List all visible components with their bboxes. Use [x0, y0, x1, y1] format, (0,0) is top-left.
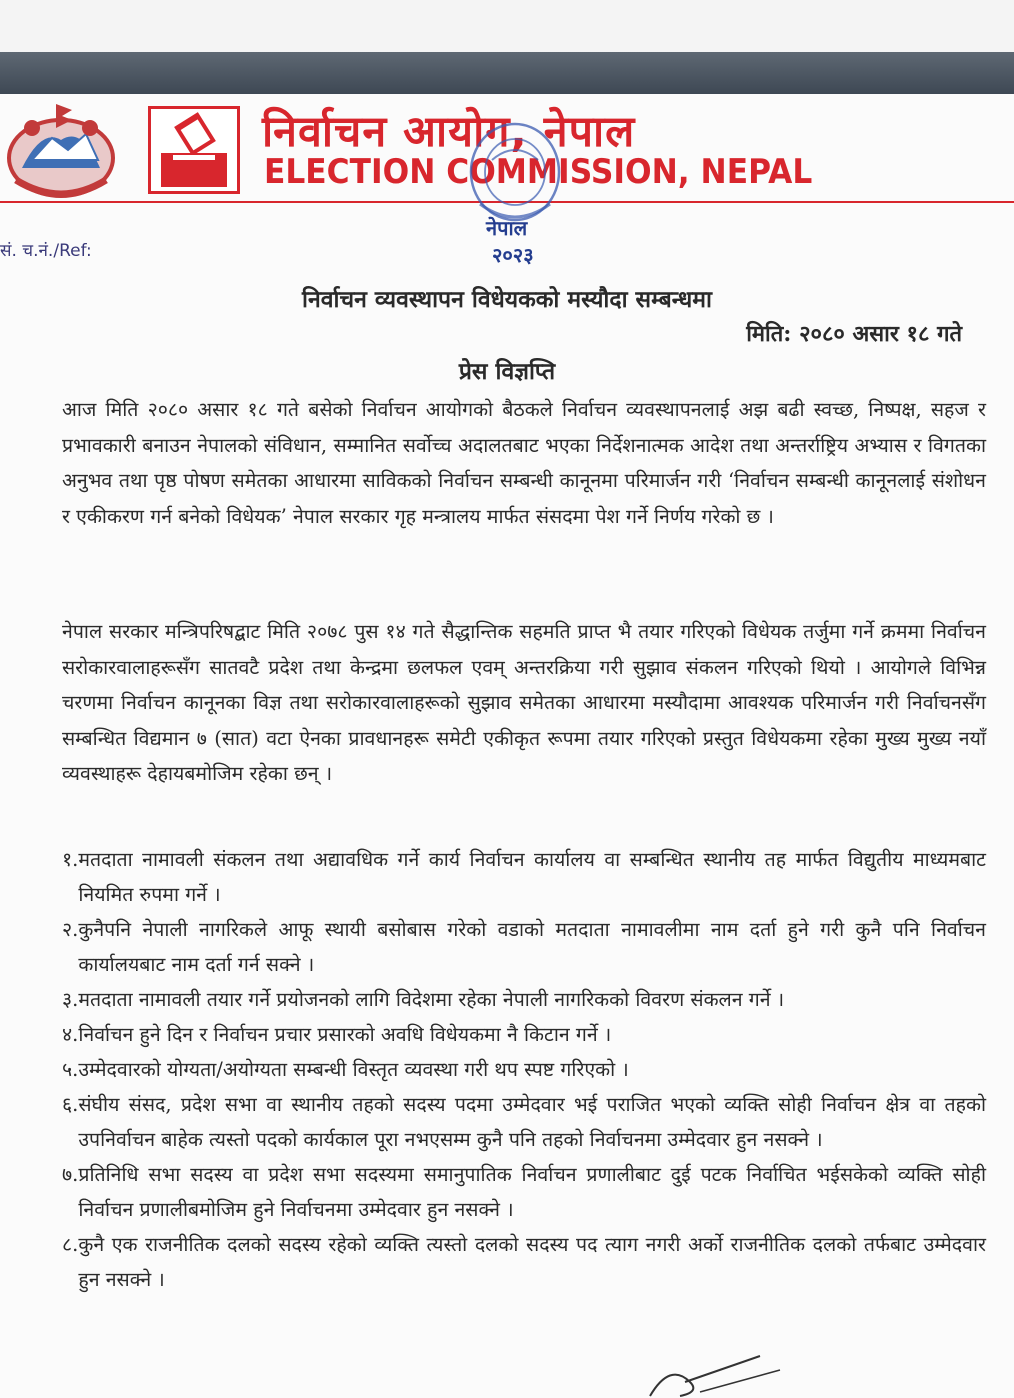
list-item [62, 1157, 986, 1227]
list-item-text: निर्वाचन हुने दिन र निर्वाचन प्रचार प्रसारको अवधि विधेयकमा नै किटान गर्ने । [78, 1023, 612, 1046]
list-item-text: मतदाता नामावली संकलन तथा अद्यावधिक गर्ने कार्य निर्वाचन कार्यालय वा सम्बन्धित स्थानीय तह मार्फत विद्युतीय माध्यमबाट नियमित रुपमा गर्ने । [78, 848, 986, 906]
document-heading: प्रेस विज्ञप्ति [458, 358, 556, 385]
scan-margin [0, 0, 1014, 52]
list-item-number: २. [62, 918, 79, 941]
list-item-number: १. [62, 848, 79, 871]
list-item-text: कुनैपनि नेपाली नागरिकले आफू स्थायी बसोबास गरेको वडाको मतदाता नामावलीमा नाम दर्ता हुने गरी कुनै पनि निर्वाचन कार्यालयबाट नाम दर्ता गर्न सक्ने । [78, 918, 986, 976]
ballot-icon [151, 109, 237, 191]
ballot-box-logo [148, 106, 240, 194]
list-item [62, 1017, 986, 1052]
provision-list [62, 842, 986, 1297]
paragraph-background: नेपाल सरकार मन्त्रिपरिषद्बाट मिति २०७८ पुस १४ गते सैद्धान्तिक सहमति प्राप्त भै तयार गरिएको विधेयक तर्जुमा गर्ने क्रममा निर्वाचन सरोकारवालाहरूसँग सातवटै प्रदेश तथा केन्द्रमा छलफल एवम् अन्तरक्रिया गरी सुझाव संकलन गरिएको थियो । आयोगले विभिन्न चरणमा निर्वाचन कानूनका विज्ञ तथा सरोकारवालाहरूको सुझाव समेतका आधारमा मस्यौदामा आवश्यक परिमार्जन गरी निर्वाचनसँग सम्बन्धित विद्यमान ७ (सात) वटा ऐनका प्रावधानहरू समेटी एकीकृत रूपमा तयार गरिएको प्रस्तुत विधेयकमा रहेका मुख्य मुख्य नयाँ व्यवस्थाहरू देहायबमोजिम रहेका छन् । [62, 620, 986, 785]
list-item [62, 912, 986, 982]
document-date: मिति: २०८० असार १८ गते [746, 321, 962, 347]
signature-mark [630, 1352, 790, 1398]
list-item-number: ४. [62, 1023, 79, 1046]
list-item [62, 1227, 986, 1297]
list-item [62, 1052, 986, 1087]
list-item-number: ७. [62, 1163, 79, 1186]
list-item-number: ५. [62, 1058, 79, 1081]
commission-title-english: ELECTION COMMISSION, NEPAL [264, 152, 813, 192]
document-subject: निर्वाचन व्यवस्थापन विधेयकको मस्यौदा सम्बन्धमा [302, 286, 712, 313]
nepal-emblem-icon [2, 98, 120, 202]
list-item-text: उम्मेदवारको योग्यता/अयोग्यता सम्बन्धी विस्तृत व्यवस्था गरी थप स्पष्ट गरिएको । [78, 1058, 629, 1081]
seal-text: नेपाल [486, 216, 528, 240]
paragraph-intro: आज मिति २०८० असार १८ गते बसेको निर्वाचन आयोगको बैठकले निर्वाचन व्यवस्थापनलाई अझ बढी स्वच्छ, निष्पक्ष, सहज र प्रभावकारी बनाउन नेपालको संविधान, सम्मानित सर्वोच्च अदालतबाट भएका निर्देशनात्मक आदेश तथा अन्तर्राष्ट्रिय अभ्यास र विगतका अनुभव तथा पृष्ठ पोषण समेतका आधारमा साविकको निर्वाचन सम्बन्धी कानूनमा परिमार्जन गरी ‘निर्वाचन सम्बन्धी कानूनलाई संशोधन र एकीकरण गर्न बनेको विधेयक’ नेपाल सरकार गृह मन्त्रालय मार्फत संसदमा पेश गर्ने निर्णय गरेको छ । [62, 398, 986, 528]
list-item-number: ८. [62, 1233, 79, 1256]
list-item-text: संघीय संसद, प्रदेश सभा वा स्थानीय तहको सदस्य पदमा उम्मेदवार भई पराजित भएको व्यक्ति सोही निर्वाचन क्षेत्र वा तहको उपनिर्वाचन बाहेक त्यस्तो पदको कार्यकाल पूरा नभएसम्म कुनै पनि तहको निर्वाचनमा उम्मेदवार हुन नसक्ने । [78, 1093, 986, 1151]
list-item-number: ६. [62, 1093, 79, 1116]
commission-title-nepali: निर्वाचन आयोग, नेपाल [262, 107, 636, 157]
seal-year: २०२३ [492, 243, 534, 267]
list-item [62, 982, 986, 1017]
reference-label: सं. च.नं./Ref: [0, 241, 92, 261]
list-item-text: कुनै एक राजनीतिक दलको सदस्य रहेको व्यक्ति त्यस्तो दलको सदस्य पद त्याग नगरी अर्को राजनीतिक दलको तर्फबाट उम्मेदवार हुन नसक्ने । [78, 1233, 986, 1291]
list-item [62, 842, 986, 912]
list-item-number: ३. [62, 988, 79, 1011]
letterhead-top-bar [0, 52, 1014, 94]
list-item [62, 1087, 986, 1157]
list-item-text: मतदाता नामावली तयार गर्ने प्रयोजनको लागि विदेशमा रहेका नेपाली नागरिकको विवरण संकलन गर्ने । [78, 988, 785, 1011]
list-item-text: प्रतिनिधि सभा सदस्य वा प्रदेश सभा सदस्यमा समानुपातिक निर्वाचन प्रणालीबाट दुई पटक निर्वाचित भईसकेको व्यक्ति सोही निर्वाचन प्रणालीबमोजिम हुने निर्वाचनमा उम्मेदवार हुन नसक्ने । [78, 1163, 986, 1221]
